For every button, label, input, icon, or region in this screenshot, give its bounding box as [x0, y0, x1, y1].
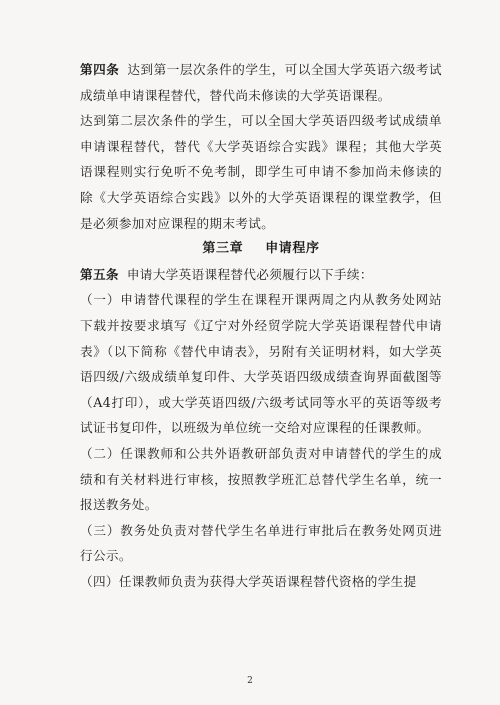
article4-second-paragraph: [80, 108, 442, 236]
article5-item-2: （二）任课教师和公共外语教研部负责对申请替代的学生的成绩和有关材料进行审核，按照教学班汇总替代学生名单，统一报送教务处。: [80, 445, 442, 513]
page-number: 2: [247, 676, 253, 686]
article5-text: 申请大学英语课程替代必须履行以下手续：: [126, 266, 373, 282]
article4-text2: 达到第二层次条件的学生，可以全国大学英语四级考试成绩单申请课程替代，替代《大学英语综合实践》课程；其他大学英语课程则实行免听不免考制，即学生可申请不参加尚未修读的除《大学英语综合实践》以外的大学英语课程的课堂教学，但是必须参加对应课程的期末考试。: [80, 113, 442, 231]
chapter-title: 申请程序: [265, 241, 320, 257]
article4-text1: 达到第一层次条件的学生，可以全国大学英语六级考试成绩单申请课程替代，替代尚未修读的大学英语课程。: [80, 62, 442, 103]
article4-paragraph: [80, 57, 442, 108]
article5-item-1: （一）申请替代课程的学生在课程开课两周之内从教务处网站下载并按要求填写《辽宁对外经贸学院大学英语课程替代申请表》（以下简称《替代申请表》，另附有关证明材料，如大学英语四级/六级成绩单复印件、大学英语四级成绩查询界面截图等（A4打印），或大学英语四级/六级考试同等水平的英语等级考试证书复印件，以班级为单位统一交给对应课程的任课教师。: [80, 292, 442, 436]
article5-item-4: （四）任课教师负责为获得大学英语课程替代资格的学生提: [80, 573, 417, 589]
article4-label: 第四条: [80, 62, 120, 77]
article5-item-3: （三）教务处负责对替代学生名单进行审批后在教务处网页进行公示。: [80, 522, 442, 564]
chapter-number: 第三章: [202, 241, 244, 257]
chapter-heading: [80, 236, 442, 262]
document-body: [80, 57, 442, 594]
article5-paragraph: [80, 262, 442, 288]
article5-label: 第五条: [80, 266, 119, 282]
